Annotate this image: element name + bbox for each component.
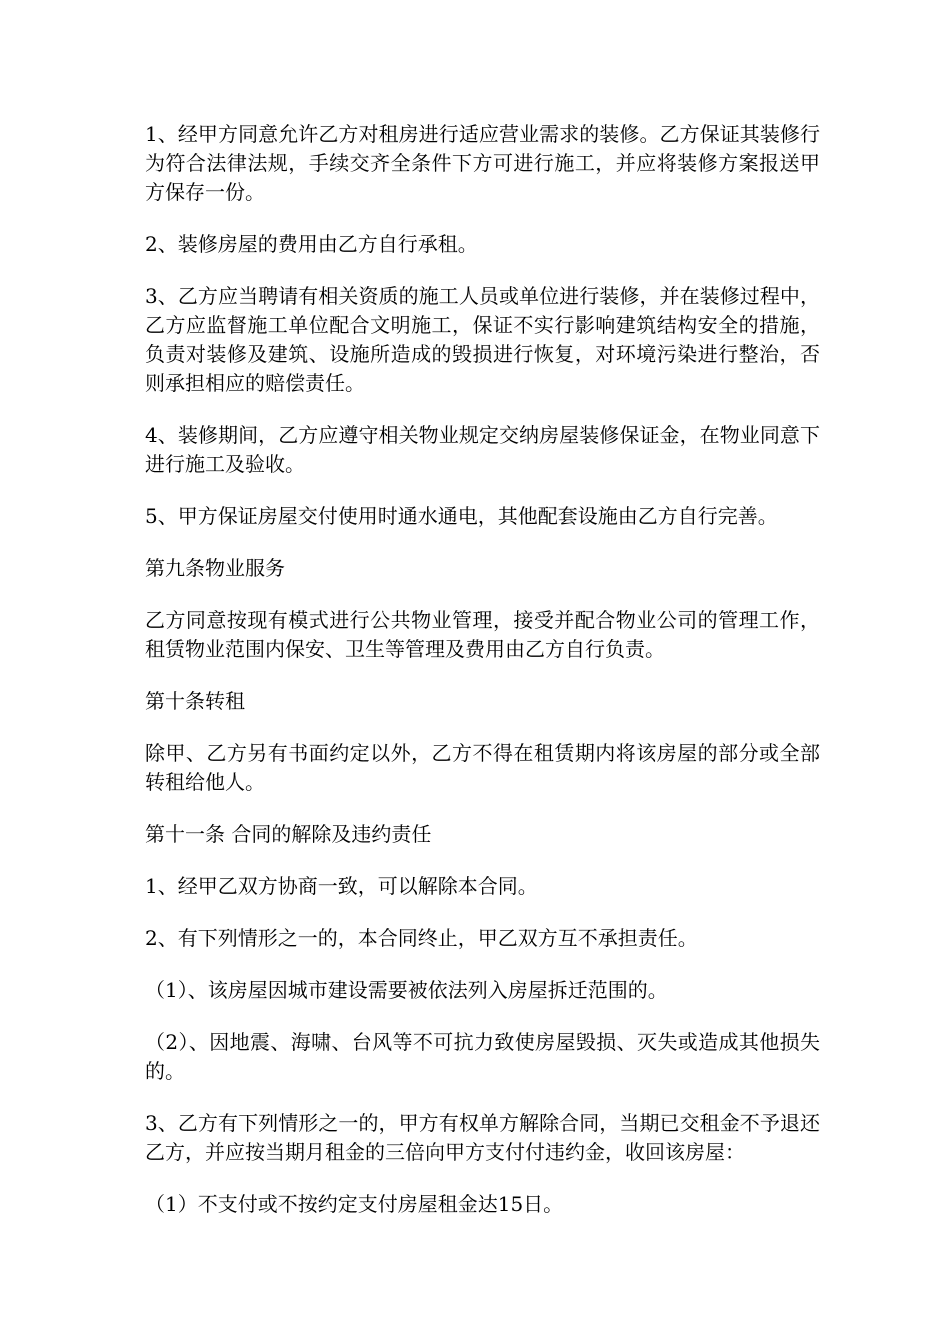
- heading-article-11: 第十一条 合同的解除及违约责任: [145, 822, 432, 846]
- paragraph-property-service: 乙方同意按现有模式进行公共物业管理，接受并配合物业公司的管理工作，租赁物业范围内保安、卫生等管理及费用由乙方自行负责。: [145, 608, 820, 661]
- paragraph-sublease: 除甲、乙方另有书面约定以外，乙方不得在租赁期内将该房屋的部分或全部转租给他人。: [145, 741, 820, 794]
- paragraph-condition-force-majeure: （2）、因地震、海啸、台风等不可抗力致使房屋毁损、灭失或造成其他损失的。: [145, 1030, 820, 1083]
- paragraph-utilities: 5、甲方保证房屋交付使用时通水通电，其他配套设施由乙方自行完善。: [145, 504, 778, 528]
- paragraph-renovation-deposit: 4、装修期间，乙方应遵守相关物业规定交纳房屋装修保证金，在物业同意下进行施工及验收。: [145, 423, 820, 476]
- paragraph-renovation-contractor: 3、乙方应当聘请有相关资质的施工人员或单位进行装修，并在装修过程中，乙方应监督施工单位配合文明施工，保证不实行影响建筑结构安全的措施，负责对装修及建筑、设施所造成的毁损进行恢复，对环境污染进行整治，否则承担相应的赔偿责任。: [145, 284, 820, 395]
- paragraph-renovation-approval: 1、经甲方同意允许乙方对租房进行适应营业需求的装修。乙方保证其装修行为符合法律法规，手续交齐全条件下方可进行施工，并应将装修方案报送甲方保存一份。: [145, 122, 820, 204]
- heading-article-9: 第九条物业服务: [145, 556, 285, 580]
- paragraph-termination-conditions: 2、有下列情形之一的，本合同终止，甲乙双方互不承担责任。: [145, 926, 698, 950]
- heading-article-10: 第十条转租: [145, 689, 245, 713]
- paragraph-landlord-termination: 3、乙方有下列情形之一的，甲方有权单方解除合同，当期已交租金不予退还乙方，并应按当期月租金的三倍向甲方支付付违约金，收回该房屋：: [145, 1111, 820, 1164]
- paragraph-termination-mutual: 1、经甲乙双方协商一致，可以解除本合同。: [145, 874, 538, 898]
- paragraph-renovation-cost: 2、装修房屋的费用由乙方自行承租。: [145, 232, 478, 256]
- paragraph-condition-rent-overdue: （1）不支付或不按约定支付房屋租金达15日。: [145, 1192, 564, 1216]
- paragraph-condition-demolition: （1）、该房屋因城市建设需要被依法列入房屋拆迁范围的。: [145, 978, 668, 1002]
